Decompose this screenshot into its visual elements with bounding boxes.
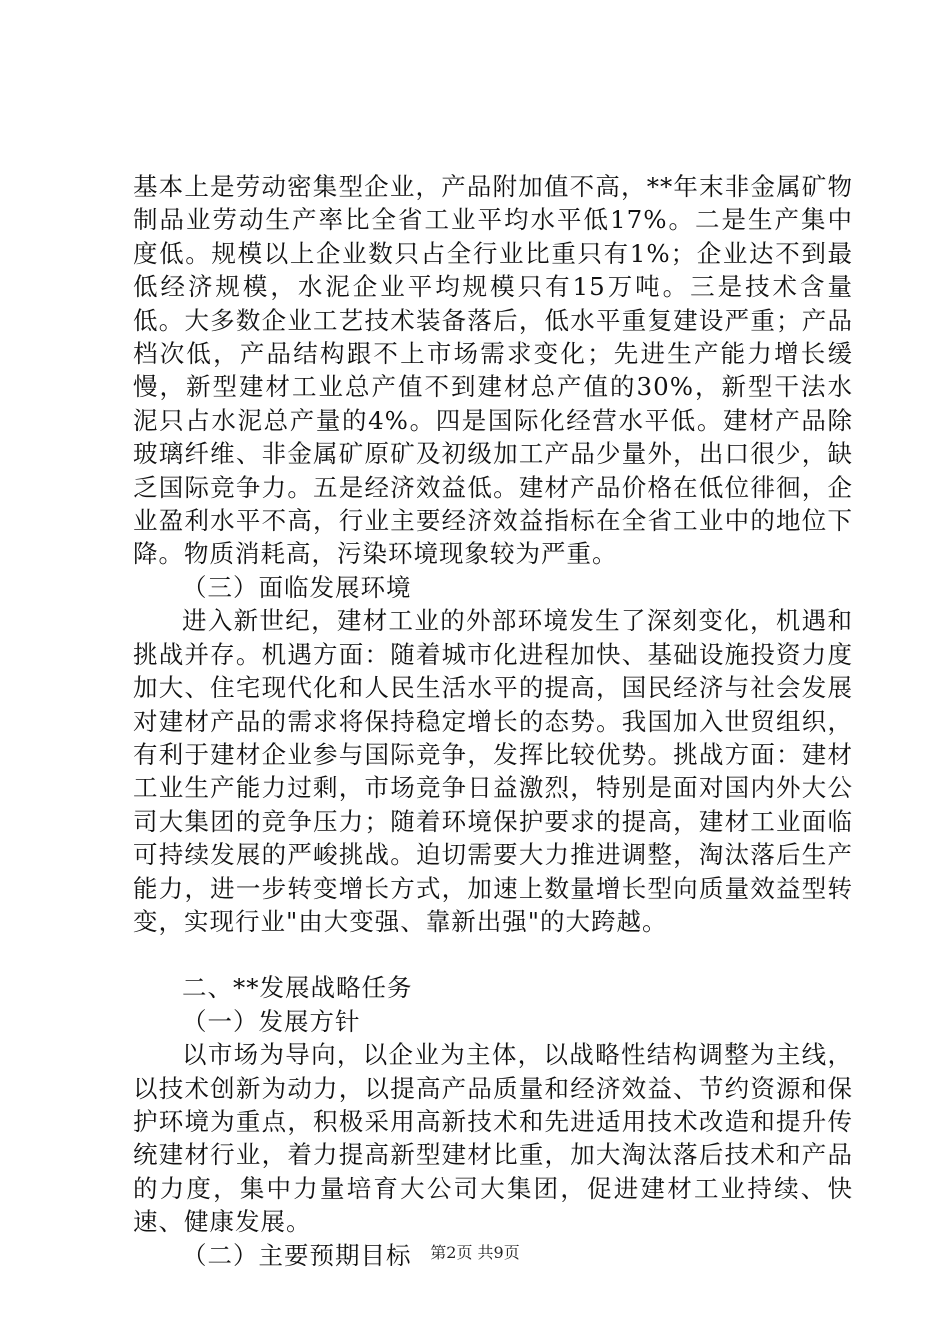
paragraph-development-policy: 以市场为导向，以企业为主体，以战略性结构调整为主线，以技术创新为动力，以提高产品质量和经济效益、节约资源和保护环境为重点，积极采用高新技术和先进适用技术改造和提升传统建材行业，着力提高新型建材比重，加大淘汰落后技术和产品的力度，集中力量培育大公司大集团，促进建材工业持续、快速、健康发展。 xyxy=(133,1040,853,1237)
paragraph-industry-problems: 基本上是劳动密集型企业，产品附加值不高，**年末非金属矿物制品业劳动生产率比全省工业平均水平低17%。二是生产集中度低。规模以上企业数只占全行业比重只有1%；企业达不到最低经济规模，水泥企业平均规模只有15万吨。三是技术含量低。大多数企业工艺技术装备落后，低水平重复建设严重；产品档次低，产品结构跟不上市场需求变化；先进生产能力增长缓慢，新型建材工业总产值不到建材总产值的30%，新型干法水泥只占水泥总产量的4%。四是国际化经营水平低。建材产品除玻璃纤维、非金属矿原矿及初级加工产品少量外，出口很少，缺乏国际竞争力。五是经济效益低。建材产品价格在低位徘徊，企业盈利水平不高，行业主要经济效益指标在全省工业中的地位下降。物质消耗高，污染环境现象较为严重。 xyxy=(133,172,853,569)
section-spacer xyxy=(133,938,853,971)
heading-expected-targets: （二）主要预期目标 xyxy=(182,1240,412,1270)
paragraph-opportunities-challenges: 进入新世纪，建材工业的外部环境发生了深刻变化，机遇和挑战并存。机遇方面：随着城市化进程加快、基础设施投资力度加大、住宅现代化和人民生活水平的提高，国民经济与社会发展对建材产品的需求将保持稳定增长的态势。我国加入世贸组织，有利于建材企业参与国际竞争，发挥比较优势。挑战方面：建材工业生产能力过剩，市场竞争日益激烈，特别是面对国内外大公司大集团的竞争压力；随着环境保护要求的提高，建材工业面临可持续发展的严峻挑战。迫切需要大力推进调整，淘汰落后生产能力，进一步转变增长方式，加速上数量增长型向质量效益型转变，实现行业"由大变强、靠新出强"的大跨越。 xyxy=(133,606,853,936)
heading-strategic-tasks: 二、**发展战略任务 xyxy=(182,973,413,1003)
heading-development-environment: （三）面临发展环境 xyxy=(182,572,412,602)
heading-development-policy: （一）发展方针 xyxy=(182,1006,361,1036)
page-number-footer: 第2页 共9页 xyxy=(430,1243,520,1262)
document-body xyxy=(133,170,853,1272)
